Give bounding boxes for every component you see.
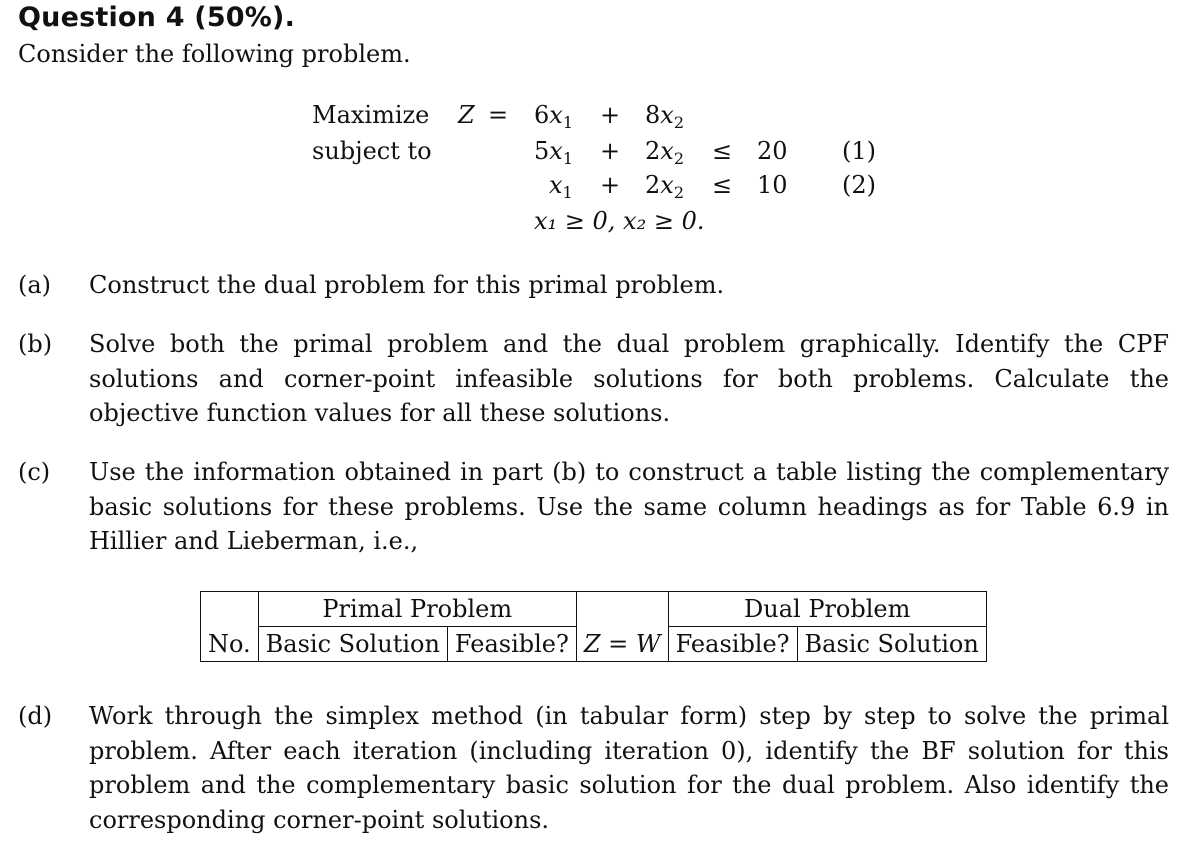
question-title: Question 4 (50%).	[18, 2, 296, 33]
constraint-1-plus: +	[600, 137, 621, 165]
part-c-text: Use the information obtained in part (b) to construct a table listing the complementary basic solutions for these problems. Use the same column headings as for Table 6.9 in Hillier and Lieberman, i.e.,	[89, 458, 1169, 555]
constraint-1-leq: ≤	[712, 137, 733, 165]
table-header-row-1	[201, 592, 987, 627]
part-b-label: (b)	[18, 330, 53, 358]
objective-variable: Z	[458, 101, 475, 129]
constraint-1-tag: (1)	[842, 137, 876, 165]
nonnegativity-constraints: x₁ ≥ 0, x₂ ≥ 0.	[534, 207, 705, 235]
constraint-2-rhs: 10	[757, 171, 788, 199]
col-primal-basic-solution: Basic Solution	[258, 627, 447, 662]
complementary-solutions-table	[200, 591, 987, 662]
part-d-text: Work through the simplex method (in tabular form) step by step to solve the primal problem. After each iteration (including iteration 0), identify the BF solution for this problem and the complementary basic solution for the dual problem. Also identify the corresponding corner-point solutions.	[89, 702, 1169, 834]
col-primal-feasible: Feasible?	[447, 627, 576, 662]
col-dual-feasible: Feasible?	[668, 627, 797, 662]
constraint-2-term-1: $x_1$	[549, 171, 573, 202]
constraint-2-term-2: $2x_2$	[645, 171, 685, 202]
part-a-text: Construct the dual problem for this primal problem.	[89, 271, 725, 299]
objective-plus: +	[600, 101, 621, 129]
part-c-label: (c)	[18, 458, 51, 486]
col-dual-basic-solution: Basic Solution	[797, 627, 986, 662]
constraint-2-plus: +	[600, 171, 621, 199]
question-intro: Consider the following problem.	[18, 40, 411, 68]
objective-equals: =	[488, 101, 509, 129]
col-no: No.	[201, 627, 259, 662]
group-dual-problem: Dual Problem	[668, 592, 986, 627]
blank-cell-zw	[576, 592, 668, 627]
constraint-1-rhs: 20	[757, 137, 788, 165]
constraint-2-tag: (2)	[842, 171, 876, 199]
constraint-1-term-1: $5x_1$	[534, 137, 574, 168]
blank-cell-no	[201, 592, 259, 627]
subject-to-label: subject to	[312, 137, 432, 165]
objective-term-1: $6x_1$	[534, 101, 574, 132]
part-b-text: Solve both the primal problem and the dual problem graphically. Identify the CPF solutions and corner-point infeasible solutions for both problems. Calculate the objective function values for all these solutions.	[89, 330, 1169, 427]
constraint-2-leq: ≤	[712, 171, 733, 199]
col-z-equals-w: Z = W	[576, 627, 668, 662]
objective-word: Maximize	[312, 101, 430, 129]
part-a-label: (a)	[18, 271, 52, 299]
constraint-1-term-2: $2x_2$	[645, 137, 685, 168]
objective-term-2: $8x_2$	[645, 101, 685, 132]
table-header-row-2	[201, 627, 987, 662]
part-d-label: (d)	[18, 702, 53, 730]
group-primal-problem: Primal Problem	[258, 592, 576, 627]
